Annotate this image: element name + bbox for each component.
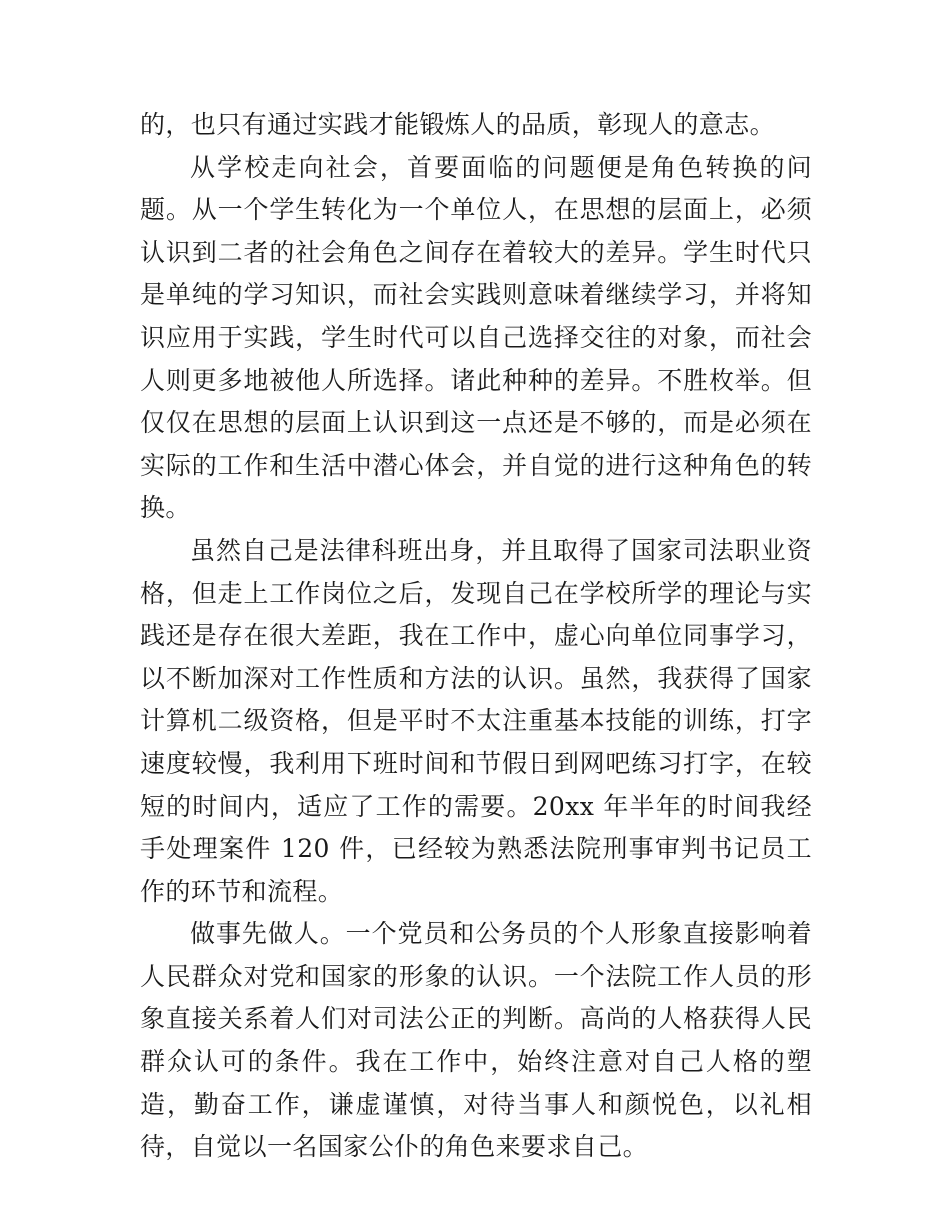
paragraph-personal-conduct: 做事先做人。一个党员和公务员的个人形象直接影响着人民群众对党和国家的形象的认识。一个法院工作人员的形象直接关系着人们对司法公正的判断。高尚的人格获得人民群众认可的条件。我在工作中，始终注意对自己人格的塑造，勤奋工作，谦虚谨慎，对待当事人和颜悦色，以礼相待，自觉以一名国家公仆的角色来要求自己。 [140, 919, 812, 1162]
paragraph-learning-practice: 虽然自己是法律科班出身，并且取得了国家司法职业资格，但走上工作岗位之后，发现自己在学校所学的理论与实践还是存在很大差距，我在工作中，虚心向单位同事学习，以不断加深对工作性质和方法的认识。虽然，我获得了国家计算机二级资格，但是平时不太注重基本技能的训练，打字速度较慢，我利用下班时间和节假日到网吧练习打字，在较短的时间内，适应了工作的需要。20xx 年半年的时间我经手处理案件 120 件，已经较为熟悉法院刑事审判书记员工作的环节和流程。 [140, 535, 812, 906]
paragraph-continuation: 的，也只有通过实践才能锻炼人的品质，彰现人的意志。 [140, 110, 776, 139]
paragraph-role-transition: 从学校走向社会，首要面临的问题便是角色转换的问题。从一个学生转化为一个单位人，在思想的层面上，必须认识到二者的社会角色之间存在着较大的差异。学生时代只是单纯的学习知识，而社会实践则意味着继续学习，并将知识应用于实践，学生时代可以自己选择交往的对象，而社会人则更多地被他人所选择。诸此种种的差异。不胜枚举。但仅仅在思想的层面上认识到这一点还是不够的，而是必须在实际的工作和生活中潜心体会，并自觉的进行这种角色的转换。 [140, 152, 812, 523]
document-body [140, 104, 812, 1169]
